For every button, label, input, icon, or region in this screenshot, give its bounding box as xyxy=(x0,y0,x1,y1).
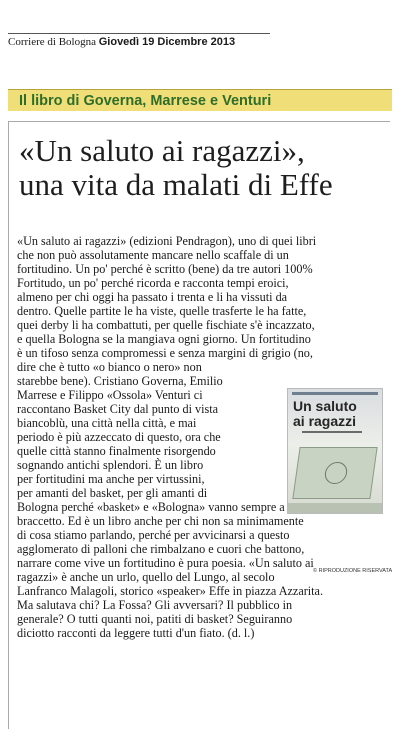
headline-line-1: «Un saluto ai ragazzi», xyxy=(19,133,305,168)
body-line: Bologna perché «basket» e «Bologna» vanno sempre a xyxy=(17,500,285,514)
body-line: narrare come vive un fortitudino è pura poesia. «Un saluto ai xyxy=(17,556,314,570)
body-line: di cosa stiamo parlando, perché per avvicinarsi a questo xyxy=(17,528,290,542)
body-line: periodo è più azzeccato di questo, ora che xyxy=(17,430,221,444)
section-kicker: Il libro di Governa, Marrese e Venturi xyxy=(8,89,392,111)
book-cover-image xyxy=(287,388,383,514)
body-line: ragazzi» è anche un urlo, quello del Lungo, al secolo xyxy=(17,570,275,584)
body-line: che non può assolutamente mancare nello scaffale di un xyxy=(17,248,289,262)
body-line: dire che è tutto «o bianco o nero» non xyxy=(17,360,202,374)
body-line: quelle città stanno finalmente risorgendo xyxy=(17,444,216,458)
cover-court-illustration xyxy=(292,447,377,499)
body-line: dentro. Quelle partite le ha viste, quelle trasferte le ha fatte, xyxy=(17,304,307,318)
newspaper-name: Corriere di Bologna xyxy=(8,36,96,48)
body-line: Ma salutava chi? La Fossa? Gli avversari? Il pubblico in xyxy=(17,598,293,612)
reproduction-notice: © RIPRODUZIONE RISERVATA xyxy=(313,568,393,574)
body-line: generale? O tutti quanti noi, patiti di basket? Seguiranno xyxy=(17,612,293,626)
body-line: Lanfranco Malagoli, storico «speaker» Effe in piazza Azzarita. xyxy=(17,584,324,598)
body-line: agglomerato di palloni che rimbalzano e cuori che battono, xyxy=(17,542,305,556)
body-line: fortitudino. Un po' perché è scritto (bene) da tre autori 100% xyxy=(17,262,313,276)
body-line: quei derby li ha combattuti, per quelle fischiate s'è incazzato, xyxy=(17,318,315,332)
cover-bottom-band xyxy=(288,503,382,513)
body-line: biancoblù, una città nella città, e mai xyxy=(17,416,197,430)
body-line: Marrese e Filippo «Ossola» Venturi ci xyxy=(17,388,203,402)
body-line: «Un saluto ai ragazzi» (edizioni Pendragon), uno di quei libri xyxy=(17,234,317,248)
cover-title-line-1: Un saluto xyxy=(293,398,357,414)
body-line: almeno per chi oggi ha passato i trenta e li ha vissuti da xyxy=(17,290,288,304)
body-line: Fortitudo, un po' perché ricorda e racconta tempi eroici, xyxy=(17,276,289,290)
cover-title-line-2: ai ragazzi xyxy=(293,413,357,429)
body-line: per amanti del basket, per gli amanti di xyxy=(17,486,208,500)
body-line: sognando antichi splendori. È un libro xyxy=(17,458,204,472)
article xyxy=(8,121,393,729)
headline-line-2: una vita da malati di Effe xyxy=(19,167,333,202)
body-line: è un tifoso senza compromessi e senza margini di grigio (no, xyxy=(17,346,313,360)
body-line: braccetto. Ed è un libro anche per chi non sa minimamente xyxy=(17,514,304,528)
cover-authors-strip xyxy=(292,392,378,395)
headline xyxy=(19,134,389,202)
body-line: diciotto racconti da leggere tutti d'un fiato. (d. l.) xyxy=(17,626,255,640)
cover-subtitle-strip xyxy=(302,431,362,433)
issue-date: Giovedì 19 Dicembre 2013 xyxy=(98,36,236,48)
body-line: starebbe bene). Cristiano Governa, Emilio xyxy=(17,374,223,388)
masthead xyxy=(8,33,270,49)
body-line: raccontano Basket City dal punto di vista xyxy=(17,402,219,416)
body-line: per fortitudini ma anche per virtussini, xyxy=(17,472,205,486)
body-line: e quella Bologna se la mangiava ogni giorno. Un fortitudino xyxy=(17,332,311,346)
